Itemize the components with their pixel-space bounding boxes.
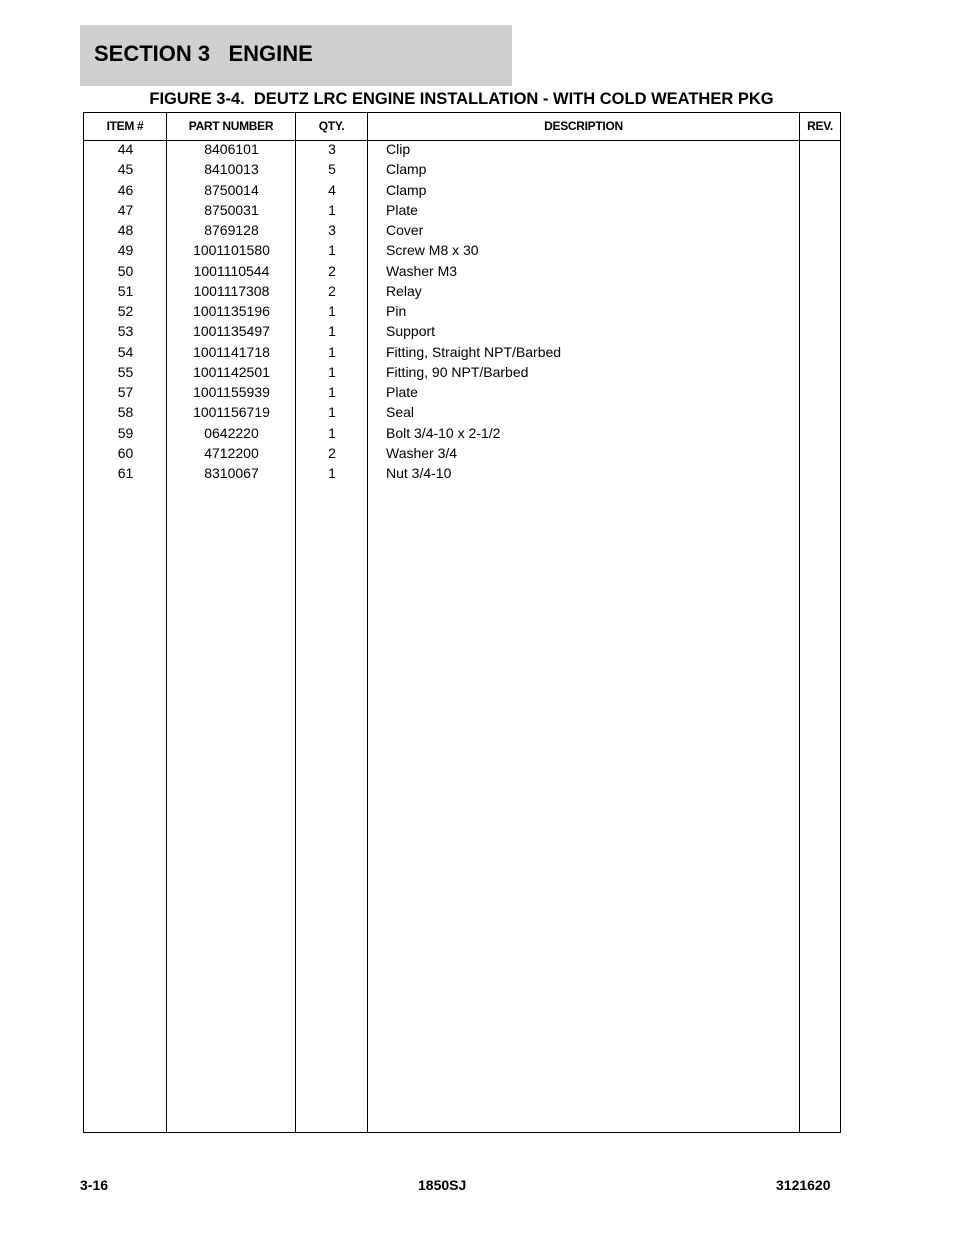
description-cell: Cover — [386, 222, 424, 238]
table-row — [84, 283, 840, 303]
table-row — [84, 384, 840, 404]
description-cell: Screw M8 x 30 — [386, 242, 479, 259]
part-number-cell: 8410013 — [204, 161, 259, 178]
item-cell: 53 — [117, 323, 134, 340]
qty-cell: 1 — [328, 323, 336, 340]
description-cell: Clamp — [386, 161, 427, 178]
table-row — [84, 141, 840, 161]
description-cell: Fitting, Straight NPT/Barbed — [386, 343, 562, 360]
description-cell: Seal — [386, 404, 415, 421]
qty-cell: 1 — [328, 201, 336, 218]
qty-cell: 4 — [328, 181, 336, 198]
part-number-cell: 1001110544 — [193, 262, 270, 279]
table-row — [84, 303, 840, 323]
part-number-cell: 8406101 — [204, 141, 259, 157]
table-row — [84, 222, 840, 242]
part-number-cell: 1001156719 — [193, 404, 270, 421]
qty-cell: 3 — [328, 141, 336, 157]
qty-cell: 1 — [328, 363, 336, 380]
part-number-cell: 1001141718 — [193, 343, 270, 360]
item-cell: 49 — [117, 242, 134, 259]
part-number-cell: 1001142501 — [193, 363, 270, 380]
description-cell: Pin — [386, 303, 407, 319]
description-cell: Washer 3/4 — [386, 444, 458, 461]
part-number-cell: 8750031 — [204, 201, 259, 218]
item-cell: 61 — [117, 465, 134, 481]
part-number-cell: 1001135196 — [193, 303, 270, 319]
table-row — [84, 263, 840, 283]
description-cell: Bolt 3/4-10 x 2-1/2 — [386, 424, 501, 441]
description-cell: Relay — [386, 282, 422, 299]
qty-cell: 2 — [328, 262, 336, 279]
part-number-cell: 1001117308 — [193, 282, 270, 299]
qty-cell: 1 — [328, 404, 336, 421]
qty-cell: 1 — [328, 303, 336, 319]
header-qty: QTY. — [318, 119, 345, 133]
item-cell: 59 — [117, 424, 134, 441]
table-row — [84, 182, 840, 202]
description-cell: Clip — [386, 141, 411, 157]
description-cell: Clamp — [386, 181, 427, 198]
section-header — [80, 25, 512, 86]
qty-cell: 1 — [328, 384, 336, 400]
item-cell: 51 — [117, 282, 134, 299]
table-row — [84, 364, 840, 384]
table-row — [84, 425, 840, 445]
figure-title: FIGURE 3-4. DEUTZ LRC ENGINE INSTALLATION - WITH COLD WEATHER PKG — [149, 90, 774, 108]
item-cell: 48 — [117, 222, 134, 238]
qty-cell: 5 — [328, 161, 336, 178]
table-row — [84, 242, 840, 262]
item-cell: 54 — [117, 343, 134, 360]
parts-table — [83, 112, 841, 1133]
item-cell: 55 — [117, 363, 134, 380]
table-body — [84, 141, 840, 485]
header-rev: REV. — [807, 119, 833, 133]
qty-cell: 1 — [328, 424, 336, 441]
header-description: DESCRIPTION — [544, 119, 623, 133]
item-cell: 45 — [117, 161, 134, 178]
item-cell: 58 — [117, 404, 134, 421]
part-number-cell: 8769128 — [204, 222, 259, 238]
item-cell: 52 — [117, 303, 134, 319]
qty-cell: 1 — [328, 465, 336, 481]
page-number: 3-16 — [80, 1177, 109, 1193]
part-number-cell: 1001101580 — [193, 242, 270, 259]
description-cell: Support — [386, 323, 436, 340]
table-row — [84, 323, 840, 343]
part-number-cell: 1001155939 — [193, 384, 270, 400]
table-row — [84, 465, 840, 485]
part-number-cell: 8750014 — [204, 181, 259, 198]
item-cell: 60 — [117, 444, 134, 461]
part-number-cell: 1001135497 — [193, 323, 270, 340]
part-number-cell: 0642220 — [204, 424, 259, 441]
qty-cell: 1 — [328, 242, 336, 259]
qty-cell: 3 — [328, 222, 336, 238]
description-cell: Nut 3/4-10 — [386, 465, 452, 481]
header-part-number: PART NUMBER — [188, 119, 274, 133]
part-number-cell: 8310067 — [204, 465, 259, 481]
item-cell: 46 — [117, 181, 134, 198]
qty-cell: 2 — [328, 444, 336, 461]
table-header-row — [84, 113, 840, 141]
item-cell: 44 — [117, 141, 134, 157]
qty-cell: 2 — [328, 282, 336, 299]
description-cell: Washer M3 — [386, 262, 458, 279]
document-number: 3121620 — [776, 1177, 831, 1193]
qty-cell: 1 — [328, 343, 336, 360]
table-row — [84, 202, 840, 222]
header-item: ITEM # — [106, 119, 144, 133]
item-cell: 57 — [117, 384, 134, 400]
item-cell: 50 — [117, 262, 134, 279]
table-row — [84, 344, 840, 364]
model-name: 1850SJ — [418, 1177, 467, 1193]
description-cell: Fitting, 90 NPT/Barbed — [386, 363, 529, 380]
description-cell: Plate — [386, 201, 418, 218]
description-cell: Plate — [386, 384, 418, 400]
part-number-cell: 4712200 — [204, 444, 259, 461]
section-title: SECTION 3 ENGINE — [94, 41, 313, 66]
item-cell: 47 — [117, 201, 134, 218]
table-row — [84, 445, 840, 465]
table-row — [84, 404, 840, 424]
table-row — [84, 161, 840, 181]
